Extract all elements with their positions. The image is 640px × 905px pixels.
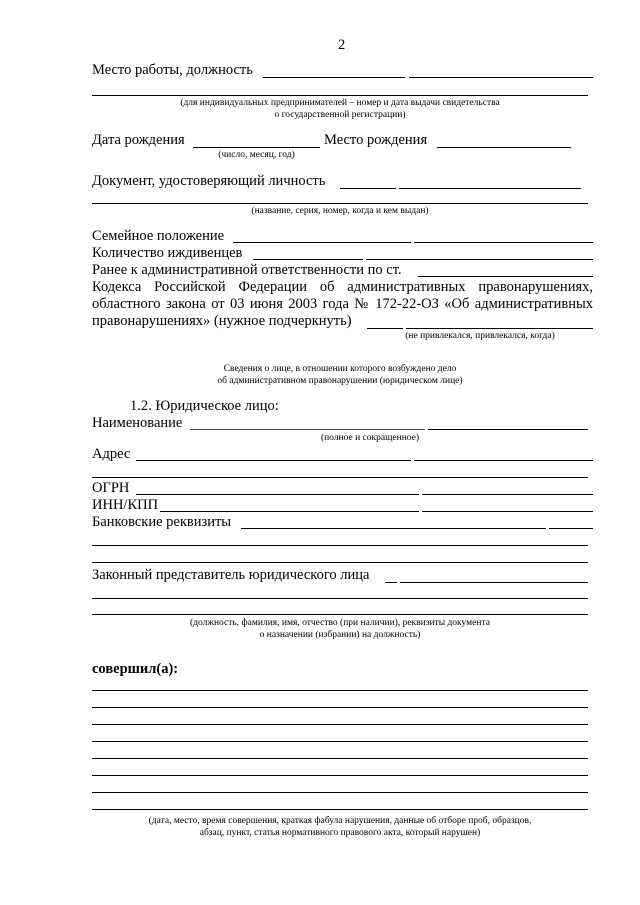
workplace-caption-1: (для индивидуальных предпринимателей – номер и дата выдачи свидетельства bbox=[180, 98, 500, 108]
committed-line-8[interactable] bbox=[92, 809, 588, 810]
codex-line-b[interactable] bbox=[406, 328, 593, 329]
workplace-caption-2: о государственной регистрации) bbox=[274, 110, 406, 120]
representative-line-3[interactable] bbox=[92, 598, 588, 599]
birth-place-label: Место рождения bbox=[324, 132, 428, 148]
inn-kpp-line-2[interactable] bbox=[422, 511, 593, 512]
birth-date-label: Дата рождения bbox=[92, 132, 185, 148]
representative-caption-1: (должность, фамилия, имя, отчество (при наличии), реквизиты документа bbox=[190, 618, 490, 628]
representative-caption-2: о назначении (избрании) на должность) bbox=[259, 630, 421, 640]
ogrn-label: ОГРН bbox=[92, 480, 130, 496]
codex-line-3: правонарушениях» (нужное подчеркнуть) bbox=[92, 313, 352, 329]
birth-place-line[interactable] bbox=[437, 147, 571, 148]
workplace-line[interactable] bbox=[263, 77, 405, 78]
committed-caption-1: (дата, место, время совершения, краткая фабула нарушения, данные об отборе проб, образцов, bbox=[148, 816, 532, 826]
page-number: 2 bbox=[338, 37, 346, 53]
legal-intro-2: об административном правонарушении (юридическом лице) bbox=[217, 376, 463, 386]
identity-doc-caption: (название, серия, номер, когда и кем выдан) bbox=[251, 206, 429, 216]
dependents-line[interactable] bbox=[253, 259, 363, 260]
legal-name-caption: (полное и сокращенное) bbox=[320, 433, 420, 443]
family-status-line[interactable] bbox=[233, 242, 411, 243]
committed-line-4[interactable] bbox=[92, 741, 588, 742]
birth-date-line[interactable] bbox=[193, 147, 320, 148]
representative-line-4[interactable] bbox=[92, 614, 588, 615]
address-line[interactable] bbox=[136, 460, 411, 461]
committed-line-7[interactable] bbox=[92, 792, 588, 793]
codex-caption: (не привлекался, привлекался, когда) bbox=[405, 331, 555, 341]
bank-line-4[interactable] bbox=[92, 562, 588, 563]
codex-line-1: Кодекса Российской Федерации об административных правонарушениях, bbox=[92, 279, 593, 295]
representative-line[interactable] bbox=[385, 582, 397, 583]
inn-kpp-line[interactable] bbox=[160, 511, 419, 512]
family-status-label: Семейное положение bbox=[92, 228, 225, 244]
legal-heading: 1.2. Юридическое лицо: bbox=[130, 398, 279, 414]
legal-name-label: Наименование bbox=[92, 415, 183, 431]
workplace-line-3[interactable] bbox=[92, 95, 588, 96]
dependents-label: Количество иждивенцев bbox=[92, 245, 243, 261]
representative-line-2[interactable] bbox=[400, 582, 588, 583]
committed-caption-2: абзац, пункт, статья нормативного правового акта, который нарушен) bbox=[199, 828, 481, 838]
identity-doc-line-3[interactable] bbox=[92, 203, 588, 204]
committed-line-5[interactable] bbox=[92, 758, 588, 759]
bank-line[interactable] bbox=[241, 528, 546, 529]
ogrn-line[interactable] bbox=[136, 494, 419, 495]
committed-line-2[interactable] bbox=[92, 707, 588, 708]
address-line-2[interactable] bbox=[414, 460, 593, 461]
address-label: Адрес bbox=[92, 446, 131, 462]
legal-name-line[interactable] bbox=[190, 429, 425, 430]
prior-liability-label: Ранее к административной ответственности по ст. bbox=[92, 262, 402, 278]
codex-line[interactable] bbox=[367, 328, 403, 329]
codex-line-2: областного закона от 03 июня 2003 года № 172-22-ОЗ «Об административных bbox=[92, 296, 593, 312]
birth-date-caption: (число, месяц, год) bbox=[218, 150, 295, 160]
identity-doc-label: Документ, удостоверяющий личность bbox=[92, 173, 326, 189]
family-status-line-2[interactable] bbox=[414, 242, 593, 243]
committed-line-6[interactable] bbox=[92, 775, 588, 776]
ogrn-line-2[interactable] bbox=[422, 494, 593, 495]
prior-liability-line[interactable] bbox=[418, 276, 593, 277]
address-line-3[interactable] bbox=[92, 477, 588, 478]
workplace-label: Место работы, должность bbox=[92, 62, 253, 78]
legal-name-line-2[interactable] bbox=[428, 429, 588, 430]
representative-label: Законный представитель юридического лица bbox=[92, 567, 370, 583]
committed-line-1[interactable] bbox=[92, 690, 588, 691]
bank-line-3[interactable] bbox=[92, 545, 588, 546]
dependents-line-2[interactable] bbox=[366, 259, 593, 260]
committed-label: совершил(а): bbox=[92, 661, 179, 677]
bank-label: Банковские реквизиты bbox=[92, 514, 232, 530]
legal-intro-1: Сведения о лице, в отношении которого возбуждено дело bbox=[223, 364, 457, 374]
identity-doc-line-2[interactable] bbox=[399, 188, 581, 189]
bank-line-2[interactable] bbox=[549, 528, 593, 529]
identity-doc-line[interactable] bbox=[340, 188, 396, 189]
inn-kpp-label: ИНН/КПП bbox=[92, 497, 159, 513]
committed-line-3[interactable] bbox=[92, 724, 588, 725]
workplace-line-2[interactable] bbox=[409, 77, 593, 78]
